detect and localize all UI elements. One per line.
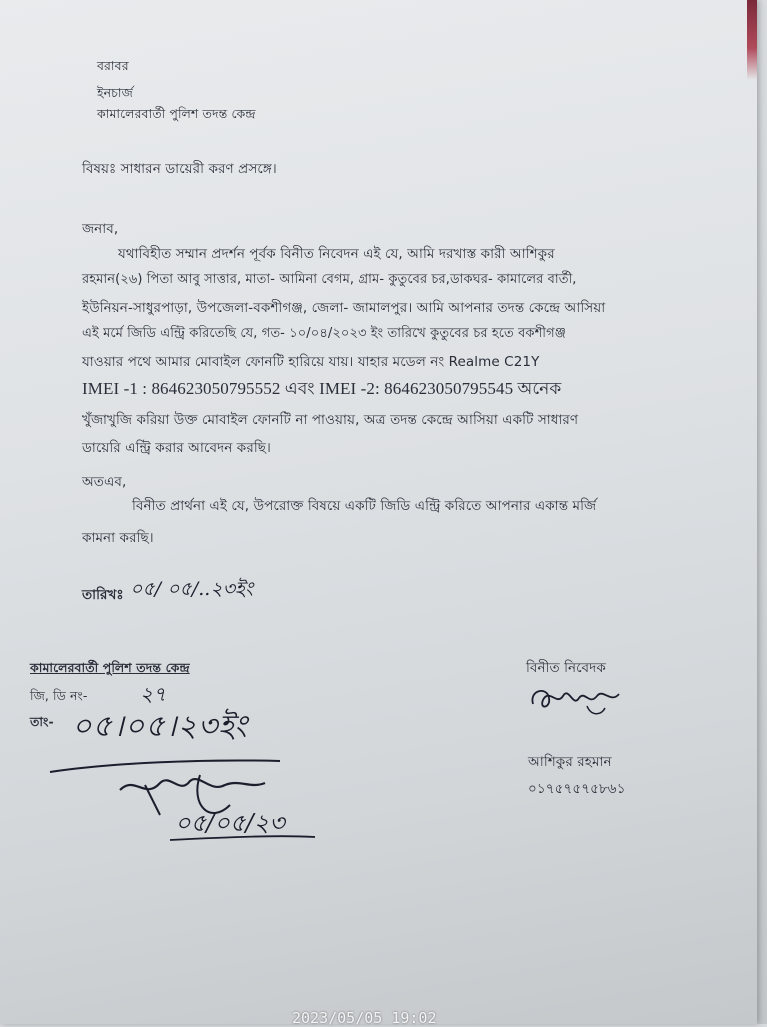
- subject-line: বিষয়ঃ সাধারন ডায়েরী করণ প্রসঙ্গে।: [82, 161, 277, 177]
- officer-date: ০৫/০৫/২৩: [175, 809, 285, 837]
- prayer-line: কামনা করছি।: [82, 530, 154, 546]
- address-designation: ইনচার্জ: [97, 85, 133, 100]
- body-line: ডায়েরি এন্ট্রি করার আবেদন করছি।: [82, 440, 271, 456]
- body-line: ইউনিয়ন-সাধুরপাড়া, উপজেলা-বকশীগঞ্জ, জেলা- জামালপুর। আমি আপনার তদন্ত কেন্দ্রে আসিয়া: [82, 300, 606, 316]
- prayer-line: বিনীত প্রার্থনা এই যে, উপরোক্ত বিষয়ে একটি জিডি এন্ট্রি করিতে আপনার একান্ত মর্জি: [132, 498, 597, 514]
- applicant-name: আশিকুর রহমান: [528, 754, 612, 770]
- body-line: খুঁজাখুজি করিয়া উক্ত মোবাইল ফোনটি না পাওয়ায়, অত্র তদন্ত কেন্দ্রে আসিয়া একটি সাধারণ: [82, 412, 579, 428]
- stamp-office: কামালেরবার্তী পুলিশ তদন্ত কেন্দ্র: [30, 660, 190, 675]
- address-office: কামালেরবার্তী পুলিশ তদন্ত কেন্দ্র: [97, 106, 256, 121]
- applicant-phone: ০১৭৫৭৫৭৫৮৬১: [528, 781, 626, 797]
- gd-number: ২৭: [140, 682, 167, 706]
- body-line: রহমান(২৬) পিতা আবু সাত্তার, মাতা- আমিনা বেগম, গ্রাম- কুতুবের চর,ডাকঘর- কামালের বার্তী,: [82, 272, 577, 287]
- body-line: যথাবিহীত সম্মান প্রদর্শন পূর্বক বিনীত নিবেদন এই যে, আমি দরখাস্ত কারী আশিকুর: [118, 246, 555, 262]
- closing-phrase: বিনীত নিবেদক: [526, 660, 606, 676]
- handwritten-date: ০৫/ ০৫/..২৩ইং: [130, 578, 254, 600]
- salutation: জনাব,: [82, 221, 119, 237]
- date-label: তারিখঃ: [82, 587, 124, 603]
- body-line: এই মর্মে জিডি এন্ট্রি করিতেছি যে, গত- ১০/০৪/২০২৩ ইং তারিখে কুতুবের চর হতে বকশীগঞ্জ: [82, 326, 566, 341]
- body-line: যাওয়ার পথে আমার মোবাইল ফোনটি হারিয়ে যায়। যাহার মডেল নং Realme C21Y: [82, 354, 540, 370]
- stamp-date: ০৫।০৫।২৩ইং: [72, 709, 248, 744]
- photo-timestamp: 2023/05/05 19:02: [292, 1009, 437, 1027]
- background-edge: [747, 0, 757, 80]
- therefore-label: অতএব,: [82, 474, 127, 490]
- applicant-signature: [527, 682, 627, 718]
- imei-line: IMEI -1 : 864623050795552 এবং IMEI -2: 864623050795545 অনেক: [82, 379, 562, 398]
- address-to: বরাবর: [97, 58, 129, 73]
- gd-label: জি, ডি নং-: [30, 688, 88, 703]
- date-label-stamp: তাং-: [30, 714, 54, 729]
